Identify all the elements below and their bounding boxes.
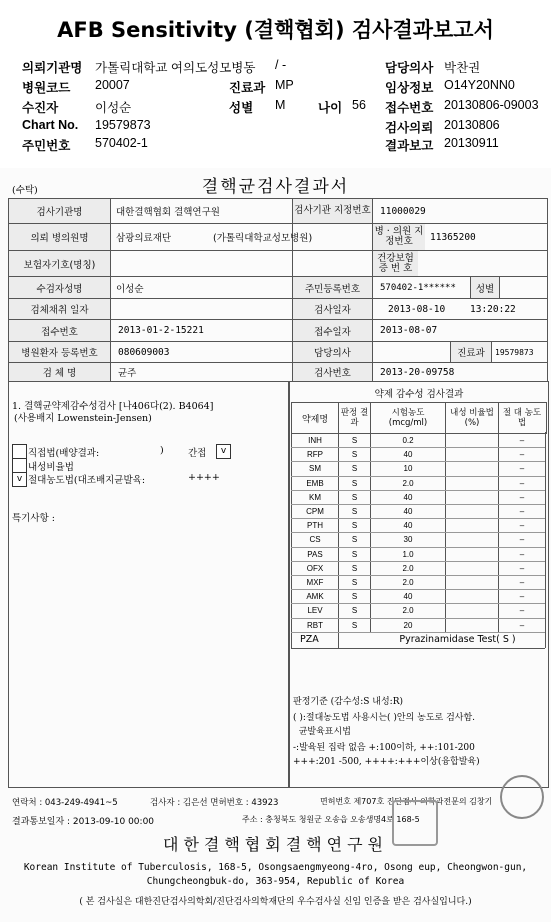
test-time-value: 13:20:22 (470, 303, 516, 315)
label-rrn: 주민번호 (22, 139, 71, 153)
cell-drug: OFX (306, 563, 324, 573)
collect-label: 검체채취 일자 (9, 299, 110, 319)
cell-conc: 20 (403, 620, 413, 630)
cell-abs: – (519, 592, 525, 602)
hospital-value: 삼광의료재단 (116, 233, 172, 244)
absolute-value: ++++ (188, 472, 220, 483)
direct-close: ) (160, 445, 164, 456)
ratio-checkbox (12, 458, 27, 473)
reg-value: 080609003 (118, 346, 170, 358)
cell-conc: 2.0 (402, 478, 414, 488)
received-value: 2013-08-07 (380, 325, 438, 336)
cell-ratio (446, 491, 498, 505)
received-label: 접수일자 (293, 320, 372, 341)
cell-abs: – (519, 620, 525, 630)
cell-drug: PTH (307, 521, 323, 531)
cell-res: S (351, 592, 358, 602)
stamp-seal-square (392, 800, 438, 846)
report-date: 결과통보일자 : 2013-09-10 00:00 (12, 817, 155, 827)
cell-res: S (351, 606, 358, 616)
cell-abs: – (519, 521, 525, 531)
cell-drug: KM (309, 492, 321, 502)
reg-label: 병원환자 등록번호 (9, 342, 110, 362)
address-short: 주소 : 충청북도 청원군 오송읍 오송생명4로 168-5 (242, 815, 420, 824)
insurance-id-label: 건강보험 증 번 호 (373, 251, 418, 276)
cell-drug: CPM (306, 507, 324, 516)
susceptibility-title: 약제 감수성 검사결과 (374, 389, 464, 400)
cell-abs: – (519, 549, 525, 559)
cell-ratio (446, 505, 498, 519)
cell-ratio (446, 477, 498, 491)
label-chart-no: Chart No. (22, 118, 79, 132)
cell-ratio (446, 576, 498, 590)
label-hospital-code: 병원코드 (22, 81, 71, 95)
dept-label: 진료과 (451, 342, 491, 362)
cell-res: S (351, 464, 358, 474)
cell-conc: 40 (403, 492, 413, 502)
absolute-checkbox: v (12, 472, 27, 487)
cell-ratio (446, 562, 498, 576)
test-date-value: 2013-08-10 (388, 303, 446, 315)
cell-abs: – (519, 450, 525, 460)
cell-res: S (351, 492, 358, 502)
cell-abs: – (519, 464, 525, 474)
value-sex: M (275, 98, 286, 112)
dept-value: 19579873 (495, 347, 534, 357)
accession-label: 접수번호 (9, 320, 110, 341)
direct-checkbox (12, 444, 27, 459)
cell-ratio (446, 590, 498, 604)
cell-ratio (446, 533, 498, 547)
method-line1: 1. 결핵균약제감수성검사 [나406다(2). B4064] (12, 401, 214, 412)
cell-drug: AMK (306, 592, 324, 602)
label-age: 나이 (318, 101, 343, 115)
value-rrn: 570402-1 (95, 136, 148, 150)
value-requesting-institution: 가톨릭대학교 여의도성모병동 (95, 61, 256, 75)
cell-res: S (351, 620, 358, 630)
cell-conc: 40 (403, 592, 413, 602)
label-request-date: 검사의뢰 (385, 121, 434, 135)
cell-drug: MXF (306, 578, 324, 587)
accession-value: 2013-01-2-15221 (118, 325, 204, 336)
cell-ratio (446, 448, 498, 462)
direct-label: 직접법(배양결과: (28, 448, 100, 459)
agency-code-value: 11000029 (380, 205, 426, 217)
col-ratio: 내성 비율법(%) (450, 408, 494, 428)
hospital-code-value: 11365200 (430, 231, 476, 243)
value-accession: 20130806-09003 (444, 98, 539, 112)
value-chart-no: 19579873 (95, 118, 151, 132)
cell-ratio (446, 548, 498, 562)
cell-conc: 0.2 (402, 436, 414, 445)
label-patient: 수진자 (22, 101, 59, 115)
value-request-date: 20130806 (444, 118, 500, 132)
cell-drug: CS (309, 535, 321, 545)
legend-4: +++:201 -500, ++++:+++이상(융합발육) (293, 757, 480, 767)
value-doctor: 박찬권 (444, 61, 481, 75)
specimen-label: 검 체 명 (9, 363, 110, 381)
pza-value: Pyrazinamidase Test( S ) (399, 634, 516, 645)
pza-label: PZA (300, 634, 319, 645)
agency-value: 대한결핵협회 결핵연구원 (116, 207, 220, 218)
cell-abs: – (519, 436, 525, 445)
sex-label: 성별 (471, 277, 499, 298)
cell-conc: 2.0 (402, 578, 414, 587)
legend-1: ( ):절대농도법 사용시는( )안의 농도로 검사함. (293, 713, 476, 723)
report-title: 결핵균검사결과서 (201, 177, 350, 197)
address-en2: Chungcheongbuk-do, 363-954, Republic of Korea (146, 876, 405, 887)
remarks-label: 특기사항 : (12, 513, 55, 524)
cell-drug: EMB (306, 478, 324, 488)
agency-label: 검사기관명 (9, 199, 110, 223)
cell-res: S (351, 478, 358, 488)
col-drug: 약제명 (301, 414, 329, 425)
indirect-label: 간접 (188, 448, 207, 459)
testno-value: 2013-20-09758 (380, 366, 455, 378)
indirect-checkbox: v (216, 444, 231, 459)
specimen-value: 균주 (118, 368, 137, 379)
cell-drug: INH (308, 436, 322, 445)
cell-abs: – (519, 507, 525, 516)
cell-drug: SM (309, 464, 321, 474)
cell-res: S (351, 521, 358, 531)
method-line2: (사용배지 Lowenstein-Jensen) (14, 413, 152, 424)
doctor-label: 담당의사 (293, 342, 372, 362)
label-report-date: 결과보고 (385, 139, 434, 153)
value-hospital-code: 20007 (95, 78, 130, 92)
cell-conc: 1.0 (402, 549, 414, 559)
cell-drug: RBT (307, 620, 323, 630)
patient-label: 수검자성명 (9, 277, 110, 298)
certification: ( 본 검사실은 대한진단검사의학회/진단검사의학재단의 우수검사실 신임 인증을 받은 검사실입니다.) (79, 897, 472, 907)
label-department: 진료과 (229, 81, 266, 95)
cell-ratio (446, 604, 498, 618)
cell-conc: 30 (403, 535, 413, 545)
cell-res: S (351, 563, 358, 573)
cell-res: S (351, 535, 358, 545)
address-en: Korean Institute of Tuberculosis, 168-5, Osongsaengmyeong-4ro, Osong eup, Cheongwon-gun, (23, 862, 528, 873)
value-patient: 이성순 (95, 101, 132, 115)
patient-value: 이성순 (116, 283, 144, 295)
cell-ratio (446, 434, 498, 448)
cell-drug: LEV (307, 606, 323, 616)
legend-2: 균발육표시법 (293, 727, 351, 737)
cell-res: S (351, 450, 358, 460)
value-ward: / - (275, 58, 287, 72)
test-date-label: 검사일자 (293, 299, 372, 319)
cell-conc: 40 (403, 507, 413, 516)
cell-drug: RFP (307, 450, 323, 460)
receipt-label: (수탁) (12, 185, 38, 196)
value-report-date: 20130911 (444, 136, 499, 150)
document-title: AFB Sensitivity (결핵협회) 검사결과보고서 (57, 18, 494, 42)
cell-abs: – (519, 606, 525, 616)
absolute-label: 절대농도법(대조배지균발육: (28, 475, 146, 486)
rrn-label: 주민등록번호 (293, 277, 372, 298)
examiner: 검사자 : 김은선 면허번호 : 43923 (150, 798, 279, 808)
label-clinical-info: 임상정보 (385, 81, 434, 95)
col-result: 판정 결과 (340, 408, 369, 428)
cell-drug: PAS (307, 549, 323, 559)
col-absolute: 절 대 농도법 (502, 408, 542, 428)
legend-3: -:발육된 집락 없음 +:100이하, ++:101-200 (293, 743, 475, 753)
contact: 연락처 : 043-249-4941~5 (12, 798, 118, 808)
agency-code-label: 검사기관 지정번호 (293, 199, 372, 223)
stamp-seal (500, 775, 544, 819)
rrn-value: 570402-1****** (380, 282, 456, 293)
cell-conc: 10 (403, 464, 413, 474)
value-age: 56 (352, 98, 366, 112)
label-requesting-institution: 의뢰기관명 (22, 61, 83, 75)
hospital-sub: (가톨릭대학교성모병원) (213, 233, 313, 244)
hospital-code-label: 병 · 의원 지정번호 (373, 224, 425, 250)
insurance-label: 보험자기호(명칭) (9, 251, 110, 276)
cell-conc: 40 (403, 450, 413, 460)
cell-abs: – (519, 535, 525, 545)
ratio-label: 내성비율법 (28, 462, 74, 473)
col-conc: 시험농도 (mcg/ml) (388, 408, 428, 428)
legend-0: 판정기준 (감수성:S 내성:R) (293, 697, 403, 707)
cell-abs: – (519, 492, 525, 502)
cell-abs: – (519, 578, 525, 587)
hospital-label: 의뢰 병의원명 (9, 224, 110, 250)
label-accession: 접수번호 (385, 101, 434, 115)
cell-abs: – (519, 478, 525, 488)
cell-abs: – (519, 563, 525, 573)
cell-ratio (446, 462, 498, 476)
cell-conc: 2.0 (402, 606, 414, 616)
value-department: MP (275, 78, 294, 92)
label-sex: 성별 (229, 101, 254, 115)
testno-label: 검사번호 (293, 363, 372, 381)
label-doctor: 담당의사 (385, 61, 434, 75)
cell-res: S (351, 507, 358, 516)
cell-ratio (446, 519, 498, 533)
license: 면허번호 제707호 진단검사 의학과전문의 김창기 (320, 797, 493, 806)
cell-conc: 40 (403, 521, 413, 531)
cell-conc: 2.0 (402, 563, 414, 573)
cell-res: S (351, 549, 358, 559)
org-name: 대한결핵협회결핵연구원 (162, 835, 389, 854)
value-clinical-info: O14Y20NN0 (444, 78, 515, 92)
cell-res: S (351, 578, 358, 587)
cell-res: S (351, 436, 358, 445)
cell-ratio (446, 619, 498, 633)
